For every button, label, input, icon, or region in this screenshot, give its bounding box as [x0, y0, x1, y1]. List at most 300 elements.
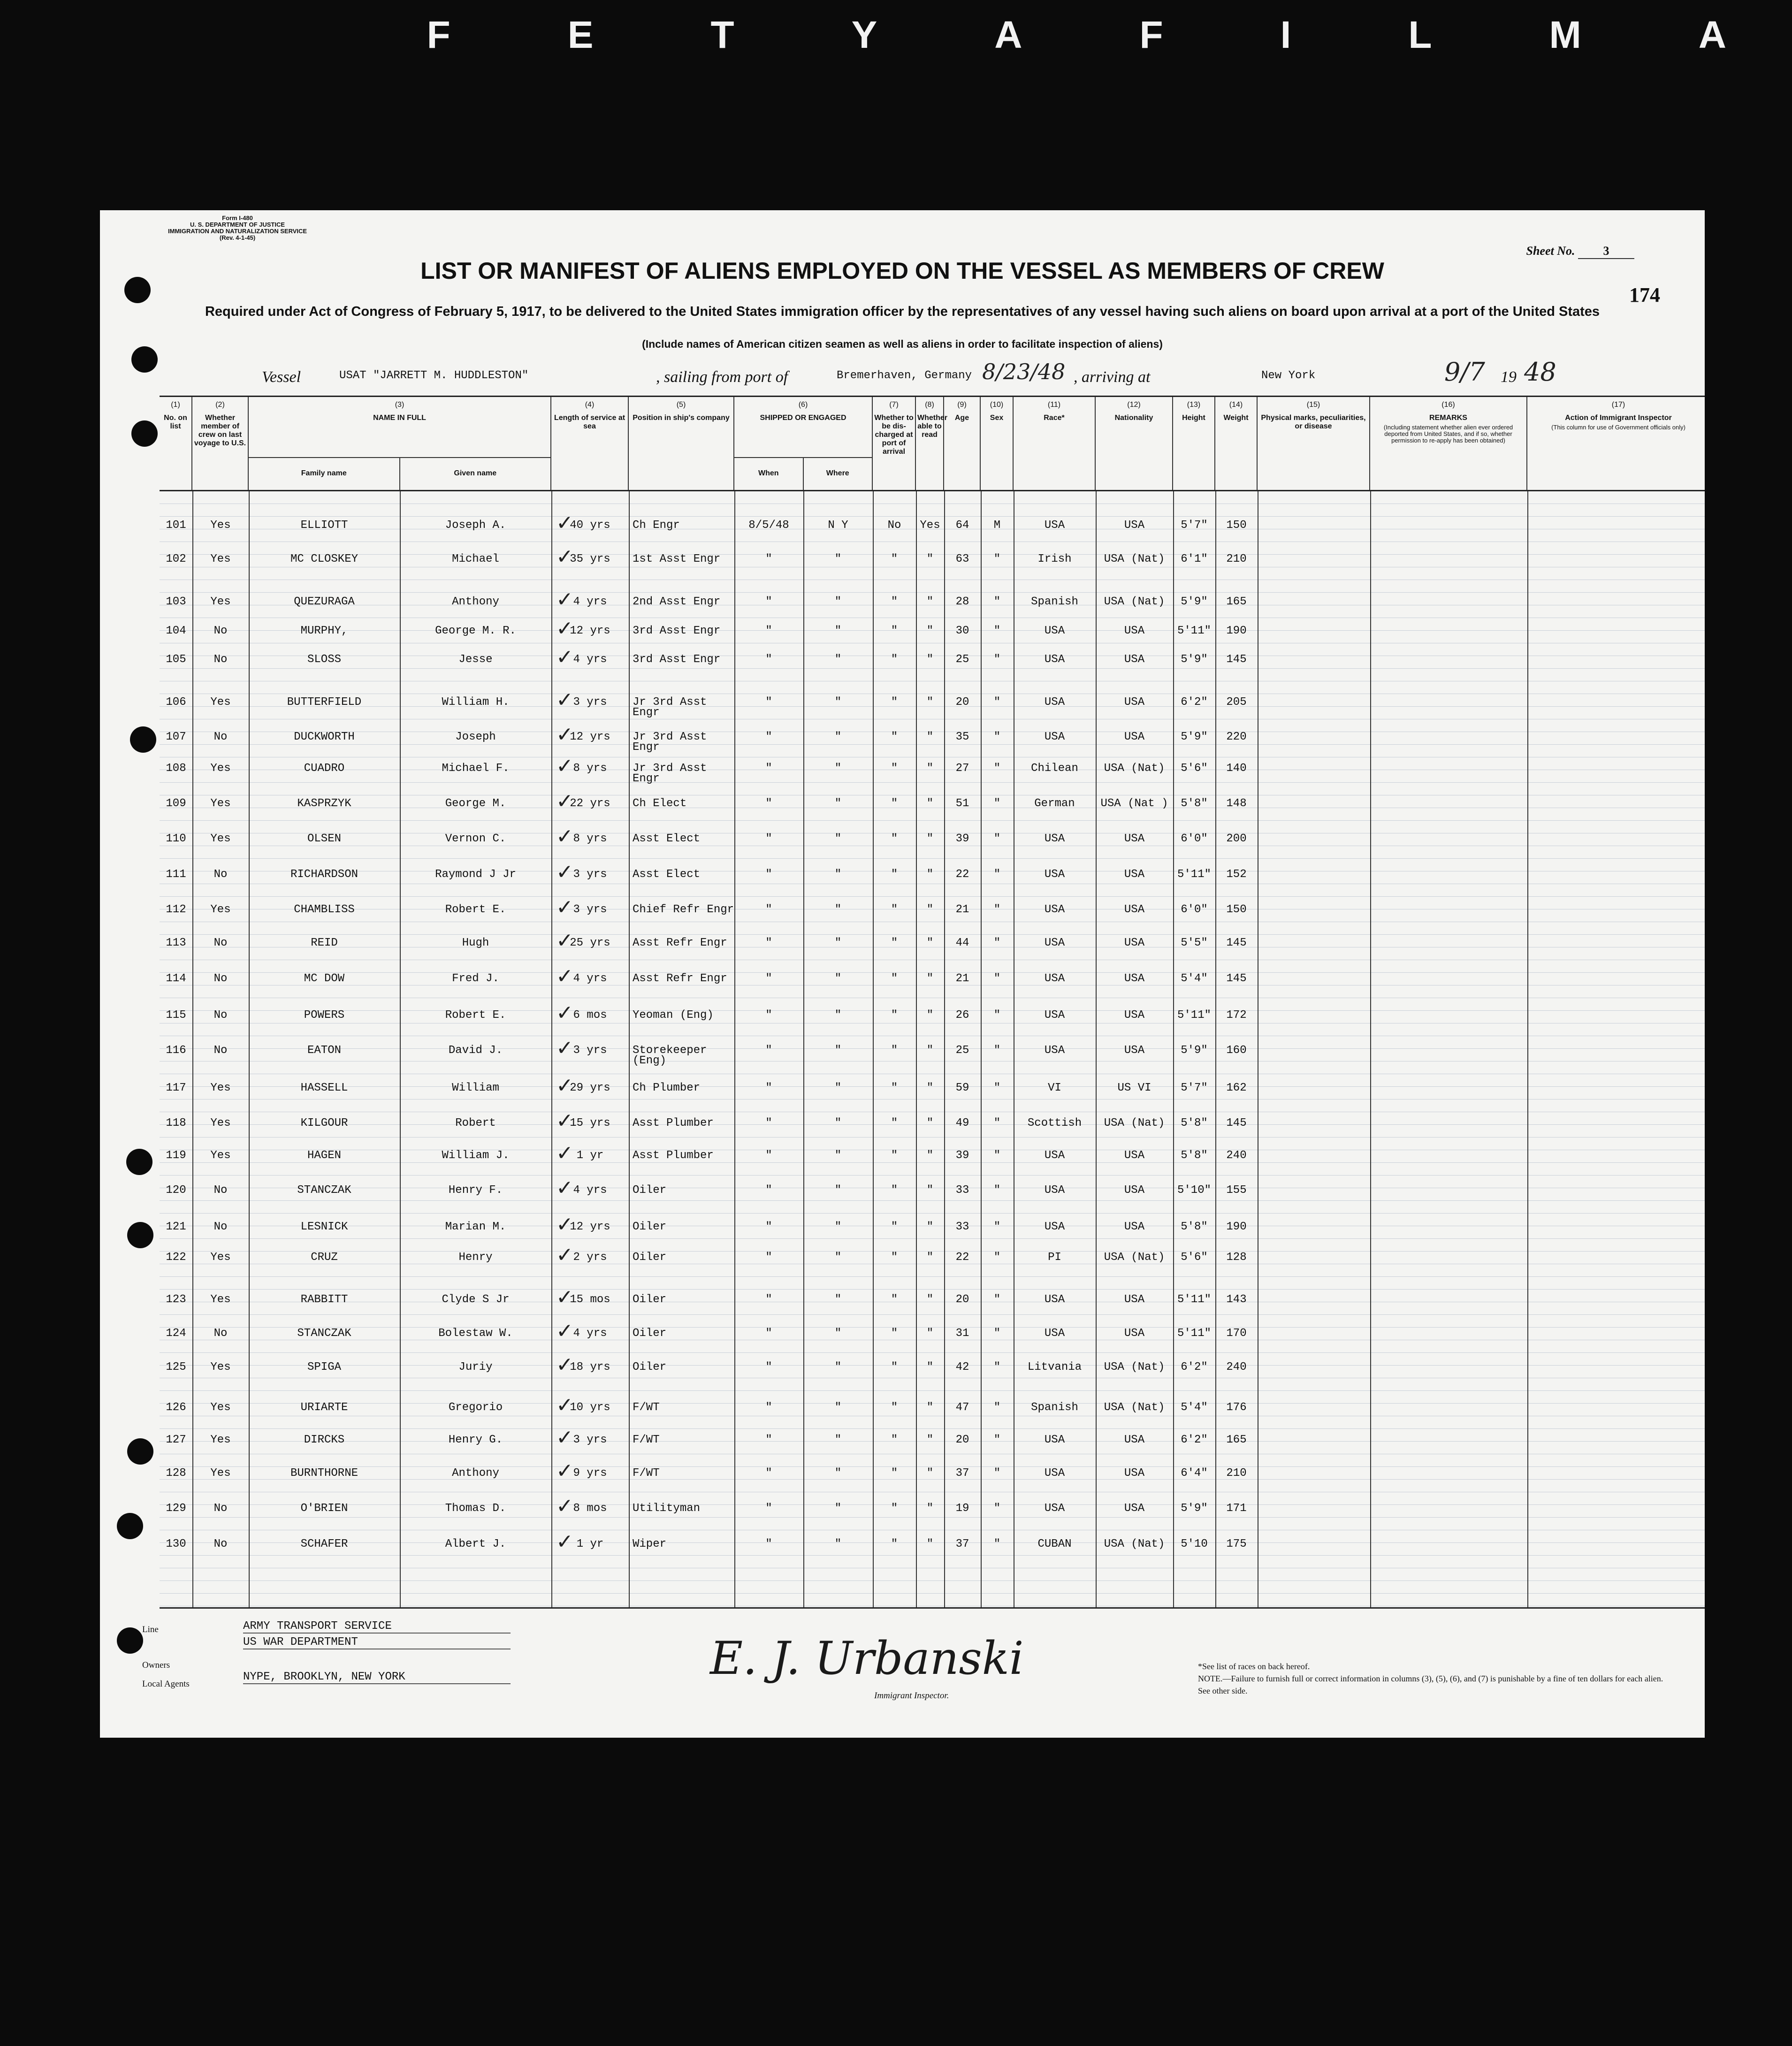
cell-position: 1st Asst Engr: [633, 553, 721, 565]
cell-disch: ": [891, 903, 898, 916]
cell-race: USA: [1044, 972, 1065, 985]
film-letter: I: [1280, 14, 1291, 56]
cell-read: ": [926, 1502, 934, 1515]
line-label: Line: [142, 1625, 159, 1634]
cell-disch: ": [891, 1361, 898, 1374]
cell-sex: ": [993, 625, 1001, 637]
cell-last: Yes: [210, 595, 231, 608]
table-row: [160, 723, 1705, 754]
column-label: Position in ship's company: [633, 414, 730, 422]
column-number: (2): [215, 401, 225, 409]
cell-disch: ": [891, 1009, 898, 1022]
check-mark-icon: ✓: [556, 1213, 573, 1237]
cell-position: Chief Refr Engr: [633, 903, 734, 916]
cell-where: ": [834, 832, 842, 845]
cell-given: Anthony: [452, 1467, 499, 1480]
cell-sex: ": [993, 696, 1001, 709]
cell-given: Clyde S Jr: [442, 1293, 510, 1306]
cell-age: 39: [955, 1149, 969, 1162]
check-mark-icon: ✓: [556, 825, 573, 848]
cell-race: USA: [1044, 1044, 1065, 1057]
cell-height: 5'7": [1181, 1082, 1208, 1094]
cell-weight: 145: [1226, 1117, 1247, 1130]
cell-service: 3 yrs: [573, 696, 607, 709]
column-label: No. on list: [164, 414, 187, 430]
column-header: [1014, 397, 1096, 490]
cell-family: STANCZAK: [297, 1327, 351, 1340]
cell-position: Oiler: [633, 1361, 667, 1374]
owners-label: Owners: [142, 1660, 170, 1670]
check-mark-icon: ✓: [556, 1074, 573, 1098]
cell-weight: 175: [1226, 1538, 1247, 1550]
cell-height: 5'6": [1181, 1251, 1208, 1264]
cell-last: Yes: [210, 797, 231, 810]
cell-last: Yes: [210, 1293, 231, 1306]
cell-when: ": [765, 1502, 772, 1515]
cell-service: 25 yrs: [570, 937, 610, 949]
cell-height: 5'11": [1177, 1327, 1211, 1340]
cell-nat: USA: [1124, 731, 1145, 743]
table-row: [160, 789, 1705, 817]
cell-last: Yes: [210, 519, 231, 532]
cell-service: 3 yrs: [573, 1434, 607, 1446]
cell-weight: 240: [1226, 1149, 1247, 1162]
cell-weight: 165: [1226, 595, 1247, 608]
cell-no: 122: [166, 1251, 186, 1264]
cell-service: 3 yrs: [573, 1044, 607, 1057]
cell-height: 5'5": [1181, 937, 1208, 949]
check-mark-icon: ✓: [556, 1001, 573, 1025]
cell-sex: ": [993, 1502, 1001, 1515]
cell-weight: 148: [1226, 797, 1247, 810]
column-label: Height: [1182, 414, 1205, 422]
cell-weight: 170: [1226, 1327, 1247, 1340]
cell-no: 104: [166, 625, 186, 637]
check-mark-icon: ✓: [556, 754, 573, 778]
cell-service: 9 yrs: [573, 1467, 607, 1480]
cell-race: USA: [1044, 1221, 1065, 1233]
cell-nat: USA: [1124, 1327, 1145, 1340]
check-mark-icon: ✓: [556, 1285, 573, 1309]
cell-read: ": [926, 1009, 934, 1022]
column-label: Nationality: [1114, 414, 1153, 422]
cell-sex: ": [993, 1361, 1001, 1374]
punch-hole: [130, 726, 156, 753]
cell-family: URIARTE: [300, 1401, 348, 1414]
cell-last: No: [214, 1538, 228, 1550]
table-row: [160, 1353, 1705, 1381]
cell-race: USA: [1044, 832, 1065, 845]
cell-weight: 220: [1226, 731, 1247, 743]
cell-where: ": [834, 1467, 842, 1480]
cell-disch: ": [891, 1434, 898, 1446]
cell-read: ": [926, 731, 934, 743]
cell-race: USA: [1044, 1184, 1065, 1197]
cell-where: ": [834, 1149, 842, 1162]
film-letter: A: [994, 14, 1022, 56]
cell-where: ": [834, 731, 842, 743]
cell-age: 20: [955, 696, 969, 709]
table-row: [160, 511, 1705, 539]
table-row: [160, 588, 1705, 616]
races-note: *See list of races on back hereof.: [1198, 1662, 1310, 1671]
cell-last: No: [214, 1221, 228, 1233]
cell-weight: 150: [1226, 519, 1247, 532]
cell-read: ": [926, 797, 934, 810]
cell-height: 5'10: [1181, 1538, 1208, 1550]
column-label: Whether to be dis-charged at port of arrival: [874, 414, 914, 456]
cell-when: ": [765, 797, 772, 810]
cell-position: Asst Refr Engr: [633, 937, 727, 949]
cell-given: Thomas D.: [445, 1502, 506, 1515]
column-header: [1215, 397, 1258, 490]
footer: [100, 1613, 1705, 1735]
cell-height: 6'0": [1181, 903, 1208, 916]
check-mark-icon: ✓: [556, 964, 573, 988]
cell-read: ": [926, 1538, 934, 1550]
cell-position: F/WT: [633, 1434, 660, 1446]
cell-nat: USA (Nat): [1104, 595, 1165, 608]
cell-where: ": [834, 1401, 842, 1414]
cell-given: Henry: [458, 1251, 493, 1264]
cell-race: USA: [1044, 519, 1065, 532]
cell-given: Michael: [452, 553, 499, 565]
cell-nat: USA: [1124, 1434, 1145, 1446]
column-number: (17): [1611, 401, 1625, 409]
column-number: (4): [585, 401, 595, 409]
cell-when: ": [765, 1467, 772, 1480]
cell-nat: USA: [1124, 1044, 1145, 1057]
cell-weight: 162: [1226, 1082, 1247, 1094]
cell-no: 113: [166, 937, 186, 949]
cell-last: No: [214, 868, 228, 881]
cell-position: Oiler: [633, 1251, 667, 1264]
column-subheader: Where: [804, 457, 873, 490]
cell-nat: USA (Nat): [1104, 1251, 1165, 1264]
table-row: [160, 929, 1705, 957]
cell-family: KILGOUR: [300, 1117, 348, 1130]
cell-nat: USA: [1124, 868, 1145, 881]
cell-race: USA: [1044, 731, 1065, 743]
cell-family: LESNICK: [300, 1221, 348, 1233]
cell-weight: 143: [1226, 1293, 1247, 1306]
cell-when: ": [765, 903, 772, 916]
cell-last: Yes: [210, 1117, 231, 1130]
column-header: [1173, 397, 1215, 490]
cell-disch: ": [891, 696, 898, 709]
cell-read: ": [926, 1117, 934, 1130]
page-subtitle: Required under Act of Congress of February 5, 1917, to be delivered to the United States immigration officer by the representatives of any vessel having such aliens on board upon arrival at a port of the United States: [205, 304, 1600, 319]
cell-nat: USA (Nat): [1104, 762, 1165, 775]
cell-service: 4 yrs: [573, 972, 607, 985]
table-row: [160, 1459, 1705, 1487]
cell-service: 8 mos: [573, 1502, 607, 1515]
cell-when: ": [765, 696, 772, 709]
cell-height: 5'11": [1177, 1293, 1211, 1306]
table-row: [160, 1213, 1705, 1241]
cell-last: Yes: [210, 696, 231, 709]
cell-weight: 165: [1226, 1434, 1247, 1446]
cell-family: BURNTHORNE: [290, 1467, 358, 1480]
cell-position: Storekeeper (Eng): [633, 1044, 707, 1067]
cell-where: ": [834, 553, 842, 565]
signature-label: Immigrant Inspector.: [874, 1691, 949, 1701]
cell-where: ": [834, 1221, 842, 1233]
cell-nat: USA: [1124, 1009, 1145, 1022]
cell-last: No: [214, 1184, 228, 1197]
cell-age: 22: [955, 1251, 969, 1264]
cell-no: 101: [166, 519, 186, 532]
cell-where: ": [834, 868, 842, 881]
cell-when: ": [765, 595, 772, 608]
cell-height: 5'4": [1181, 972, 1208, 985]
cell-disch: ": [891, 1082, 898, 1094]
cell-service: 4 yrs: [573, 1184, 607, 1197]
cell-disch: ": [891, 731, 898, 743]
cell-age: 21: [955, 903, 969, 916]
cell-no: 109: [166, 797, 186, 810]
cell-read: ": [926, 972, 934, 985]
cell-last: Yes: [210, 1434, 231, 1446]
cell-service: 4 yrs: [573, 595, 607, 608]
cell-nat: USA: [1124, 1221, 1145, 1233]
column-number: (13): [1187, 401, 1201, 409]
cell-where: ": [834, 972, 842, 985]
cell-sex: ": [993, 653, 1001, 666]
arriving-label: , arriving at: [1074, 368, 1151, 386]
cell-race: Spanish: [1031, 1401, 1078, 1414]
cell-age: 37: [955, 1467, 969, 1480]
cell-height: 5'11": [1177, 1009, 1211, 1022]
manifest-sheet: [100, 210, 1705, 1738]
line-value: ARMY TRANSPORT SERVICE: [243, 1620, 511, 1634]
cell-where: ": [834, 1361, 842, 1374]
table-row: [160, 1109, 1705, 1137]
cell-race: USA: [1044, 1149, 1065, 1162]
cell-nat: USA (Nat): [1104, 553, 1165, 565]
cell-no: 125: [166, 1361, 186, 1374]
cell-when: ": [765, 1251, 772, 1264]
cell-read: ": [926, 1434, 934, 1446]
cell-position: Oiler: [633, 1221, 667, 1233]
cell-read: ": [926, 1149, 934, 1162]
cell-given: David J.: [448, 1044, 503, 1057]
cell-age: 51: [955, 797, 969, 810]
cell-disch: ": [891, 1327, 898, 1340]
cell-no: 117: [166, 1082, 186, 1094]
cell-read: ": [926, 553, 934, 565]
cell-age: 26: [955, 1009, 969, 1022]
cell-sex: ": [993, 903, 1001, 916]
table-row: [160, 754, 1705, 785]
column-label: SHIPPED OR ENGAGED: [760, 414, 846, 422]
column-header: [944, 397, 981, 490]
cell-read: ": [926, 868, 934, 881]
cell-weight: 210: [1226, 1467, 1247, 1480]
cell-family: CUADRO: [304, 762, 345, 775]
cell-where: ": [834, 696, 842, 709]
cell-last: Yes: [210, 1251, 231, 1264]
cell-height: 5'8": [1181, 1149, 1208, 1162]
cell-weight: 145: [1226, 972, 1247, 985]
cell-read: ": [926, 762, 934, 775]
table-row: [160, 1494, 1705, 1522]
inspector-signature: E. J. Urbanski: [710, 1632, 1024, 1685]
cell-last: Yes: [210, 762, 231, 775]
cell-read: Yes: [920, 519, 940, 532]
cell-age: 59: [955, 1082, 969, 1094]
cell-service: 35 yrs: [570, 553, 610, 565]
cell-where: ": [834, 1327, 842, 1340]
cell-service: 12 yrs: [570, 731, 610, 743]
cell-given: Robert: [455, 1117, 496, 1130]
cell-position: 3rd Asst Engr: [633, 625, 721, 637]
cell-nat: USA: [1124, 832, 1145, 845]
table-row: [160, 1176, 1705, 1204]
cell-read: ": [926, 1293, 934, 1306]
cell-disch: ": [891, 762, 898, 775]
cell-family: STANCZAK: [297, 1184, 351, 1197]
cell-family: OLSEN: [307, 832, 341, 845]
vessel-line: [262, 357, 1641, 391]
cell-family: DUCKWORTH: [294, 731, 355, 743]
column-header: [981, 397, 1014, 490]
cell-sex: ": [993, 1293, 1001, 1306]
cell-race: German: [1034, 797, 1075, 810]
film-strip-label: [427, 13, 1726, 57]
form-number: Form I-480: [222, 214, 253, 221]
check-mark-icon: ✓: [556, 1109, 573, 1133]
check-mark-icon: ✓: [556, 1530, 573, 1554]
column-subheader: Family name: [249, 457, 400, 490]
cell-position: F/WT: [633, 1401, 660, 1414]
cell-when: ": [765, 972, 772, 985]
cell-weight: 150: [1226, 903, 1247, 916]
cell-sex: ": [993, 553, 1001, 565]
cell-when: ": [765, 1082, 772, 1094]
cell-position: Ch Elect: [633, 797, 687, 810]
cell-height: 5'10": [1177, 1184, 1211, 1197]
cell-service: 2 yrs: [573, 1251, 607, 1264]
cell-weight: 210: [1226, 553, 1247, 565]
cell-service: 4 yrs: [573, 653, 607, 666]
cell-nat: USA: [1124, 1293, 1145, 1306]
column-number: (15): [1306, 401, 1320, 409]
cell-family: BUTTERFIELD: [287, 696, 362, 709]
cell-service: 6 mos: [573, 1009, 607, 1022]
column-note: (This column for use of Government officials only): [1551, 424, 1685, 431]
cell-race: USA: [1044, 868, 1065, 881]
cell-last: No: [214, 972, 228, 985]
cell-age: 31: [955, 1327, 969, 1340]
cell-read: ": [926, 1327, 934, 1340]
cell-no: 118: [166, 1117, 186, 1130]
cell-family: MURPHY,: [300, 625, 348, 637]
table-row: [160, 1393, 1705, 1421]
cell-nat: USA: [1124, 1149, 1145, 1162]
cell-nat: USA (Nat): [1104, 1361, 1165, 1374]
cell-sex: ": [993, 1467, 1001, 1480]
cell-sex: ": [993, 1149, 1001, 1162]
table-row: [160, 688, 1705, 719]
cell-race: Scottish: [1027, 1117, 1082, 1130]
cell-where: ": [834, 1434, 842, 1446]
cell-no: 111: [166, 868, 186, 881]
check-mark-icon: ✓: [556, 645, 573, 669]
cell-race: USA: [1044, 1327, 1065, 1340]
check-mark-icon: ✓: [556, 723, 573, 747]
cell-disch: ": [891, 1538, 898, 1550]
cell-weight: 160: [1226, 1044, 1247, 1057]
cell-disch: ": [891, 625, 898, 637]
cell-sex: ": [993, 1184, 1001, 1197]
cell-when: ": [765, 1009, 772, 1022]
agents-label: Local Agents: [142, 1679, 190, 1689]
cell-where: ": [834, 1117, 842, 1130]
cell-sex: ": [993, 762, 1001, 775]
cell-when: ": [765, 868, 772, 881]
column-note: (Including statement whether alien ever ordered deported from United States, and if so, whether permission to re-apply has been obtained): [1383, 424, 1513, 444]
column-subheader: Given name: [400, 457, 552, 490]
owners-value: US WAR DEPARTMENT: [243, 1636, 511, 1649]
cell-given: Gregorio: [448, 1401, 503, 1414]
column-number: (14): [1229, 401, 1243, 409]
table-row: [160, 1141, 1705, 1169]
cell-sex: ": [993, 868, 1001, 881]
cell-age: 33: [955, 1184, 969, 1197]
cell-weight: 205: [1226, 696, 1247, 709]
check-mark-icon: ✓: [556, 1141, 573, 1165]
cell-service: 3 yrs: [573, 903, 607, 916]
column-number: (7): [889, 401, 899, 409]
cell-read: ": [926, 653, 934, 666]
cell-position: Jr 3rd Asst Engr: [633, 762, 707, 785]
cell-race: Litvania: [1027, 1361, 1082, 1374]
column-header: [916, 397, 947, 490]
cell-when: ": [765, 1149, 772, 1162]
cell-position: Ch Engr: [633, 519, 680, 532]
cell-no: 116: [166, 1044, 186, 1057]
cell-no: 114: [166, 972, 186, 985]
table-row: [160, 1285, 1705, 1313]
punch-hole: [131, 420, 158, 447]
page-title: LIST OR MANIFEST OF ALIENS EMPLOYED ON THE VESSEL AS MEMBERS OF CREW: [420, 258, 1384, 284]
cell-where: ": [834, 653, 842, 666]
check-mark-icon: ✓: [556, 617, 573, 641]
table-row: [160, 825, 1705, 853]
cell-height: 5'9": [1181, 1502, 1208, 1515]
cell-nat: USA: [1124, 653, 1145, 666]
column-label: Weight: [1223, 414, 1249, 422]
vessel-label: Vessel: [262, 368, 301, 386]
cell-disch: ": [891, 553, 898, 565]
cell-when: ": [765, 1538, 772, 1550]
check-mark-icon: ✓: [556, 789, 573, 813]
cell-where: ": [834, 1009, 842, 1022]
cell-disch: ": [891, 1293, 898, 1306]
cell-age: 64: [955, 519, 969, 532]
arrival-port: New York: [1261, 369, 1316, 382]
cell-sex: ": [993, 1251, 1001, 1264]
arrival-date: 9/7: [1444, 357, 1485, 387]
cell-when: ": [765, 937, 772, 949]
cell-height: 5'8": [1181, 797, 1208, 810]
cell-race: USA: [1044, 696, 1065, 709]
cell-when: ": [765, 1221, 772, 1233]
film-letter: E: [567, 14, 594, 56]
check-mark-icon: ✓: [556, 895, 573, 919]
cell-when: ": [765, 1184, 772, 1197]
